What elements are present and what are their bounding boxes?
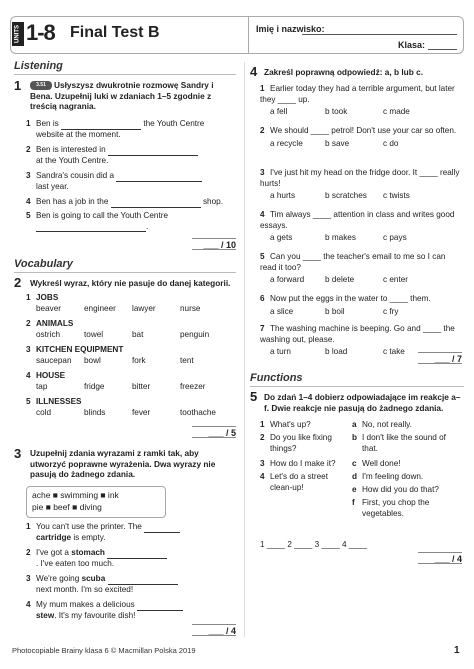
item-text: next month. I'm so excited! xyxy=(36,584,134,594)
item-text: We should ____ petrol! Don't use your car so often. xyxy=(270,126,457,135)
word-option[interactable]: bitter xyxy=(132,381,151,391)
list-item xyxy=(26,145,238,171)
item-text: I've just hit my head on the fridge door. It ____ really hurts! xyxy=(260,168,460,188)
item-text: You can't use the printer. The xyxy=(36,522,142,531)
item-bold-word: stomach xyxy=(71,548,105,557)
list-item xyxy=(260,472,352,498)
class-label: Klasa: xyxy=(398,40,426,50)
item-text: Ben is going to call the Youth Centre xyxy=(36,211,169,220)
item-bold-word: stew xyxy=(36,610,55,620)
list-item: 5 Ben is going to call the Youth Centre . xyxy=(26,211,169,231)
word-option[interactable]: bowl xyxy=(84,355,101,365)
score-box: ___ / 4 xyxy=(192,624,236,636)
score-box: ___ / 10 xyxy=(192,238,236,250)
option-a[interactable]: gets xyxy=(276,233,293,242)
item-number: 7 xyxy=(260,324,265,333)
list-item: 3 I've just hit my head on the fridge door. It ____ really hurts! a hurts b scratches c twists xyxy=(260,168,460,200)
listening-items xyxy=(26,119,238,235)
word-option[interactable]: engineer xyxy=(84,303,116,313)
item-number: 4 xyxy=(26,197,31,206)
word-box-line: ache ■ swimming ■ ink xyxy=(32,490,119,500)
word-option[interactable]: beaver xyxy=(36,303,62,313)
item-number: 4 xyxy=(260,210,265,219)
item-letter: f xyxy=(352,498,355,507)
exercise-instruction xyxy=(30,80,236,112)
item-text: The washing machine is beeping. Go and ____ the washing out, please. xyxy=(260,324,455,344)
item-text: Earlier today they had a terrible argument, but later they ____ up. xyxy=(260,84,455,104)
option-a[interactable]: hurts xyxy=(276,191,296,200)
section-rule xyxy=(250,386,464,387)
item-number: 6 xyxy=(260,294,265,303)
list-item: 4 Tim always ____ attention in class and writes good essays. a gets b makes c pays xyxy=(260,210,455,242)
option-a[interactable]: turn xyxy=(276,347,291,356)
item-text: the Youth Centre xyxy=(143,119,205,128)
exercise-instruction: Zakreśl poprawną odpowiedź: a, b lub c. xyxy=(264,67,424,77)
option-b[interactable]: scratches xyxy=(331,191,367,200)
category-name: JOBS xyxy=(36,293,59,302)
item-text: I'm feeling down. xyxy=(362,472,424,481)
functions-left xyxy=(260,420,352,498)
ex4-items xyxy=(260,84,464,366)
item-text: website at the moment. xyxy=(36,129,121,139)
column-divider xyxy=(244,62,245,637)
word-option[interactable]: toothache xyxy=(180,407,216,417)
answer-blank[interactable] xyxy=(137,610,183,611)
list-item xyxy=(26,600,238,626)
option-b[interactable]: save xyxy=(331,138,350,148)
option-c[interactable]: twists xyxy=(389,191,410,200)
item-text: . It's my favourite dish! xyxy=(54,610,136,620)
word-option[interactable]: fridge xyxy=(84,381,105,391)
item-number: 4 xyxy=(260,472,265,481)
answer-blank[interactable] xyxy=(144,532,180,533)
answer-slots[interactable]: 1 ____ 2 ____ 3 ____ 4 ____ xyxy=(260,540,367,549)
option-c[interactable]: fry xyxy=(389,306,399,316)
list-item: 1 Earlier today they had a terrible argument, but later they ____ up. a fell b took c made xyxy=(260,84,455,116)
vocab-categories xyxy=(26,293,238,423)
option-b[interactable]: delete xyxy=(331,275,355,284)
item-text: Ben has a job in the xyxy=(36,197,109,206)
item-number: 1 xyxy=(26,293,31,302)
footer-text: Photocopiable Brainy klasa 6 © Macmillan Polska 2019 xyxy=(12,646,196,655)
list-item xyxy=(26,319,238,345)
item-text: Now put the eggs in the water to ____ them. xyxy=(270,294,431,303)
list-item xyxy=(26,397,238,423)
item-text: Ben is xyxy=(36,119,59,128)
item-text: Let's do a street clean-up! xyxy=(270,472,329,492)
item-letter: b xyxy=(352,433,358,442)
item-text: shop. xyxy=(202,197,223,206)
word-option[interactable]: cold xyxy=(36,407,52,417)
answer-blank[interactable] xyxy=(107,558,167,559)
option-a[interactable]: recycle xyxy=(276,138,303,148)
option-c[interactable]: take xyxy=(389,347,405,356)
item-number: 5 xyxy=(26,211,31,220)
option-b[interactable]: load xyxy=(331,347,348,356)
list-item xyxy=(26,171,238,197)
list-item xyxy=(26,371,238,397)
exercise-instruction: Uzupełnij zdania wyrazami z ramki tak, aby utworzyć poprawne wyrażenia. Dwa wyrazy nie pasują do żadnego zdania. xyxy=(30,448,216,480)
track-number: 3.51 xyxy=(36,82,46,89)
item-number: 1 xyxy=(26,522,31,531)
item-bold-word: scuba xyxy=(81,574,106,583)
word-option[interactable]: ostrich xyxy=(36,329,61,339)
exercise-instruction: Wykreśl wyraz, który nie pasuje do danej kategorii. xyxy=(30,278,231,288)
word-box xyxy=(26,486,166,518)
list-item xyxy=(26,293,238,319)
item-text: What's up? xyxy=(270,420,311,429)
instruction-text: Usłyszysz dwukrotnie rozmowę Sandry i Bena. Uzupełnij luki w zdaniach 1–5 zgodnie z treścią nagrania. xyxy=(30,80,214,112)
section-rule xyxy=(14,272,236,273)
list-item xyxy=(352,459,464,472)
section-listening: Listening xyxy=(14,60,63,72)
functions-right xyxy=(352,420,464,524)
item-number: 3 xyxy=(26,345,31,354)
word-option[interactable]: bat xyxy=(132,329,144,339)
option-b[interactable]: took xyxy=(331,107,348,116)
item-text: My mum makes a delicious xyxy=(36,600,135,609)
item-number: 2 xyxy=(260,433,265,442)
list-item xyxy=(26,522,238,548)
item-number: 3 xyxy=(26,574,31,583)
exercise-number: 3 xyxy=(14,446,22,461)
list-item: 7 The washing machine is beeping. Go and ____ the washing out, please. a turn b load c take xyxy=(260,324,455,356)
section-vocabulary: Vocabulary xyxy=(14,258,73,270)
item-text: Sandra's cousin did a xyxy=(36,171,115,180)
item-number: 2 xyxy=(26,319,31,328)
list-item xyxy=(352,498,464,524)
item-number: 5 xyxy=(26,397,31,406)
word-box-line: pie ■ beef ■ diving xyxy=(32,501,102,512)
list-item xyxy=(26,197,238,211)
name-label: Imię i nazwisko: xyxy=(256,24,325,34)
item-text: Well done! xyxy=(362,459,401,468)
word-option[interactable]: tent xyxy=(180,355,194,365)
item-letter: d xyxy=(352,472,358,481)
item-text: How did you do that? xyxy=(362,485,439,494)
list-item xyxy=(260,433,352,459)
score-box: ___ / 7 xyxy=(418,352,462,364)
item-bold-word: cartridge xyxy=(36,532,72,542)
list-item xyxy=(352,485,464,498)
option-c[interactable]: made xyxy=(389,107,410,116)
option-c[interactable]: do xyxy=(389,138,399,148)
item-number: 1 xyxy=(260,84,265,93)
list-item xyxy=(26,119,238,145)
word-option[interactable]: blinds xyxy=(84,407,106,417)
word-option[interactable]: towel xyxy=(84,329,104,339)
list-item xyxy=(260,420,352,433)
option-c[interactable]: enter xyxy=(389,275,409,284)
list-item xyxy=(26,548,238,574)
item-number: 5 xyxy=(260,252,265,261)
page-number: 1 xyxy=(454,645,460,656)
item-text: First, you chop the vegetables. xyxy=(362,498,430,518)
item-number: 2 xyxy=(26,145,31,154)
ex3-items xyxy=(26,522,238,626)
option-a[interactable]: slice xyxy=(276,306,294,316)
score-box: ___ / 5 xyxy=(192,426,236,438)
item-number: 3 xyxy=(260,459,265,468)
item-text: at the Youth Centre. xyxy=(36,155,109,165)
section-rule xyxy=(14,74,236,75)
class-field[interactable] xyxy=(428,49,457,50)
item-number: 2 xyxy=(260,126,265,135)
option-c[interactable]: pays xyxy=(389,233,407,242)
exercise-number: 4 xyxy=(250,64,258,79)
item-text: Tim always ____ attention in class and writes good essays. xyxy=(260,210,455,230)
category-name: HOUSE xyxy=(36,371,66,380)
score-box: ___ / 4 xyxy=(418,552,462,564)
word-option[interactable]: fork xyxy=(132,355,146,365)
category-name: ILLNESSES xyxy=(36,397,82,406)
item-text: Ben is interested in xyxy=(36,145,106,154)
item-text: We're going xyxy=(36,574,80,583)
item-text: Do you like fixing things? xyxy=(270,433,332,453)
item-number: 4 xyxy=(26,600,31,609)
word-option[interactable]: lawyer xyxy=(132,303,156,313)
word-option[interactable]: nurse xyxy=(180,303,201,313)
list-item: 6 Now put the eggs in the water to ____ them. a slice b boil c fry xyxy=(260,294,431,316)
answer-blank[interactable] xyxy=(108,155,198,156)
word-option[interactable]: tap xyxy=(36,381,48,391)
item-number: 3 xyxy=(26,171,31,180)
audio-track-icon[interactable] xyxy=(30,81,52,90)
list-item xyxy=(26,345,238,371)
name-field[interactable] xyxy=(302,34,457,35)
item-text: . I've eaten too much. xyxy=(36,558,115,568)
list-item xyxy=(352,420,464,433)
answer-blank[interactable] xyxy=(36,231,146,232)
word-option[interactable]: saucepan xyxy=(36,355,72,365)
exercise-instruction: Do zdań 1–4 dobierz odpowiadające im reakcje a–f. Dwie reakcje nie pasują do żadnego zdania. xyxy=(264,392,461,413)
word-option[interactable]: fever xyxy=(132,407,151,417)
section-functions: Functions xyxy=(250,372,303,384)
list-item: 5 Can you ____ the teacher's email to me so I can read it too? a forward b delete c enter xyxy=(260,252,446,284)
item-text: No, not really. xyxy=(362,420,412,429)
list-item xyxy=(352,472,464,485)
item-number: 4 xyxy=(26,371,31,380)
list-item xyxy=(260,459,352,472)
option-b[interactable]: makes xyxy=(331,233,356,242)
item-text: is empty. xyxy=(73,532,106,542)
category-name: KITCHEN EQUIPMENT xyxy=(36,345,124,354)
item-letter: a xyxy=(352,420,357,429)
category-name: ANIMALS xyxy=(36,319,74,328)
item-text: Can you ____ the teacher's email to me so I can read it too? xyxy=(260,252,446,272)
word-option[interactable]: freezer xyxy=(180,381,206,391)
answer-blank[interactable] xyxy=(116,181,202,182)
item-text: I've got a xyxy=(36,548,69,557)
list-item xyxy=(26,574,238,600)
item-number: 1 xyxy=(26,119,31,128)
option-a[interactable]: fell xyxy=(276,107,288,116)
answer-blank[interactable] xyxy=(111,207,201,208)
item-letter: c xyxy=(352,459,357,468)
list-item: 2 We should ____ petrol! Don't use your car so often. a recycle b save c do xyxy=(260,126,457,148)
item-letter: e xyxy=(352,485,357,494)
list-item xyxy=(352,433,464,459)
exercise-number: 2 xyxy=(14,275,22,290)
units-label: UNITS xyxy=(12,22,24,46)
item-number: 1 xyxy=(260,420,265,429)
item-number: 3 xyxy=(260,168,265,177)
exercise-number: 1 xyxy=(14,78,22,93)
word-option[interactable]: penguin xyxy=(180,329,210,339)
option-a[interactable]: forward xyxy=(276,275,305,284)
item-text: How do I make it? xyxy=(270,459,336,468)
test-title: Final Test B xyxy=(70,24,160,41)
item-text: last year. xyxy=(36,181,69,191)
option-b[interactable]: boil xyxy=(331,306,345,316)
unit-range: 1-8 xyxy=(26,20,55,45)
item-text: I don't like the sound of that. xyxy=(362,433,446,453)
item-number: 2 xyxy=(26,548,31,557)
exercise-number: 5 xyxy=(250,389,258,404)
